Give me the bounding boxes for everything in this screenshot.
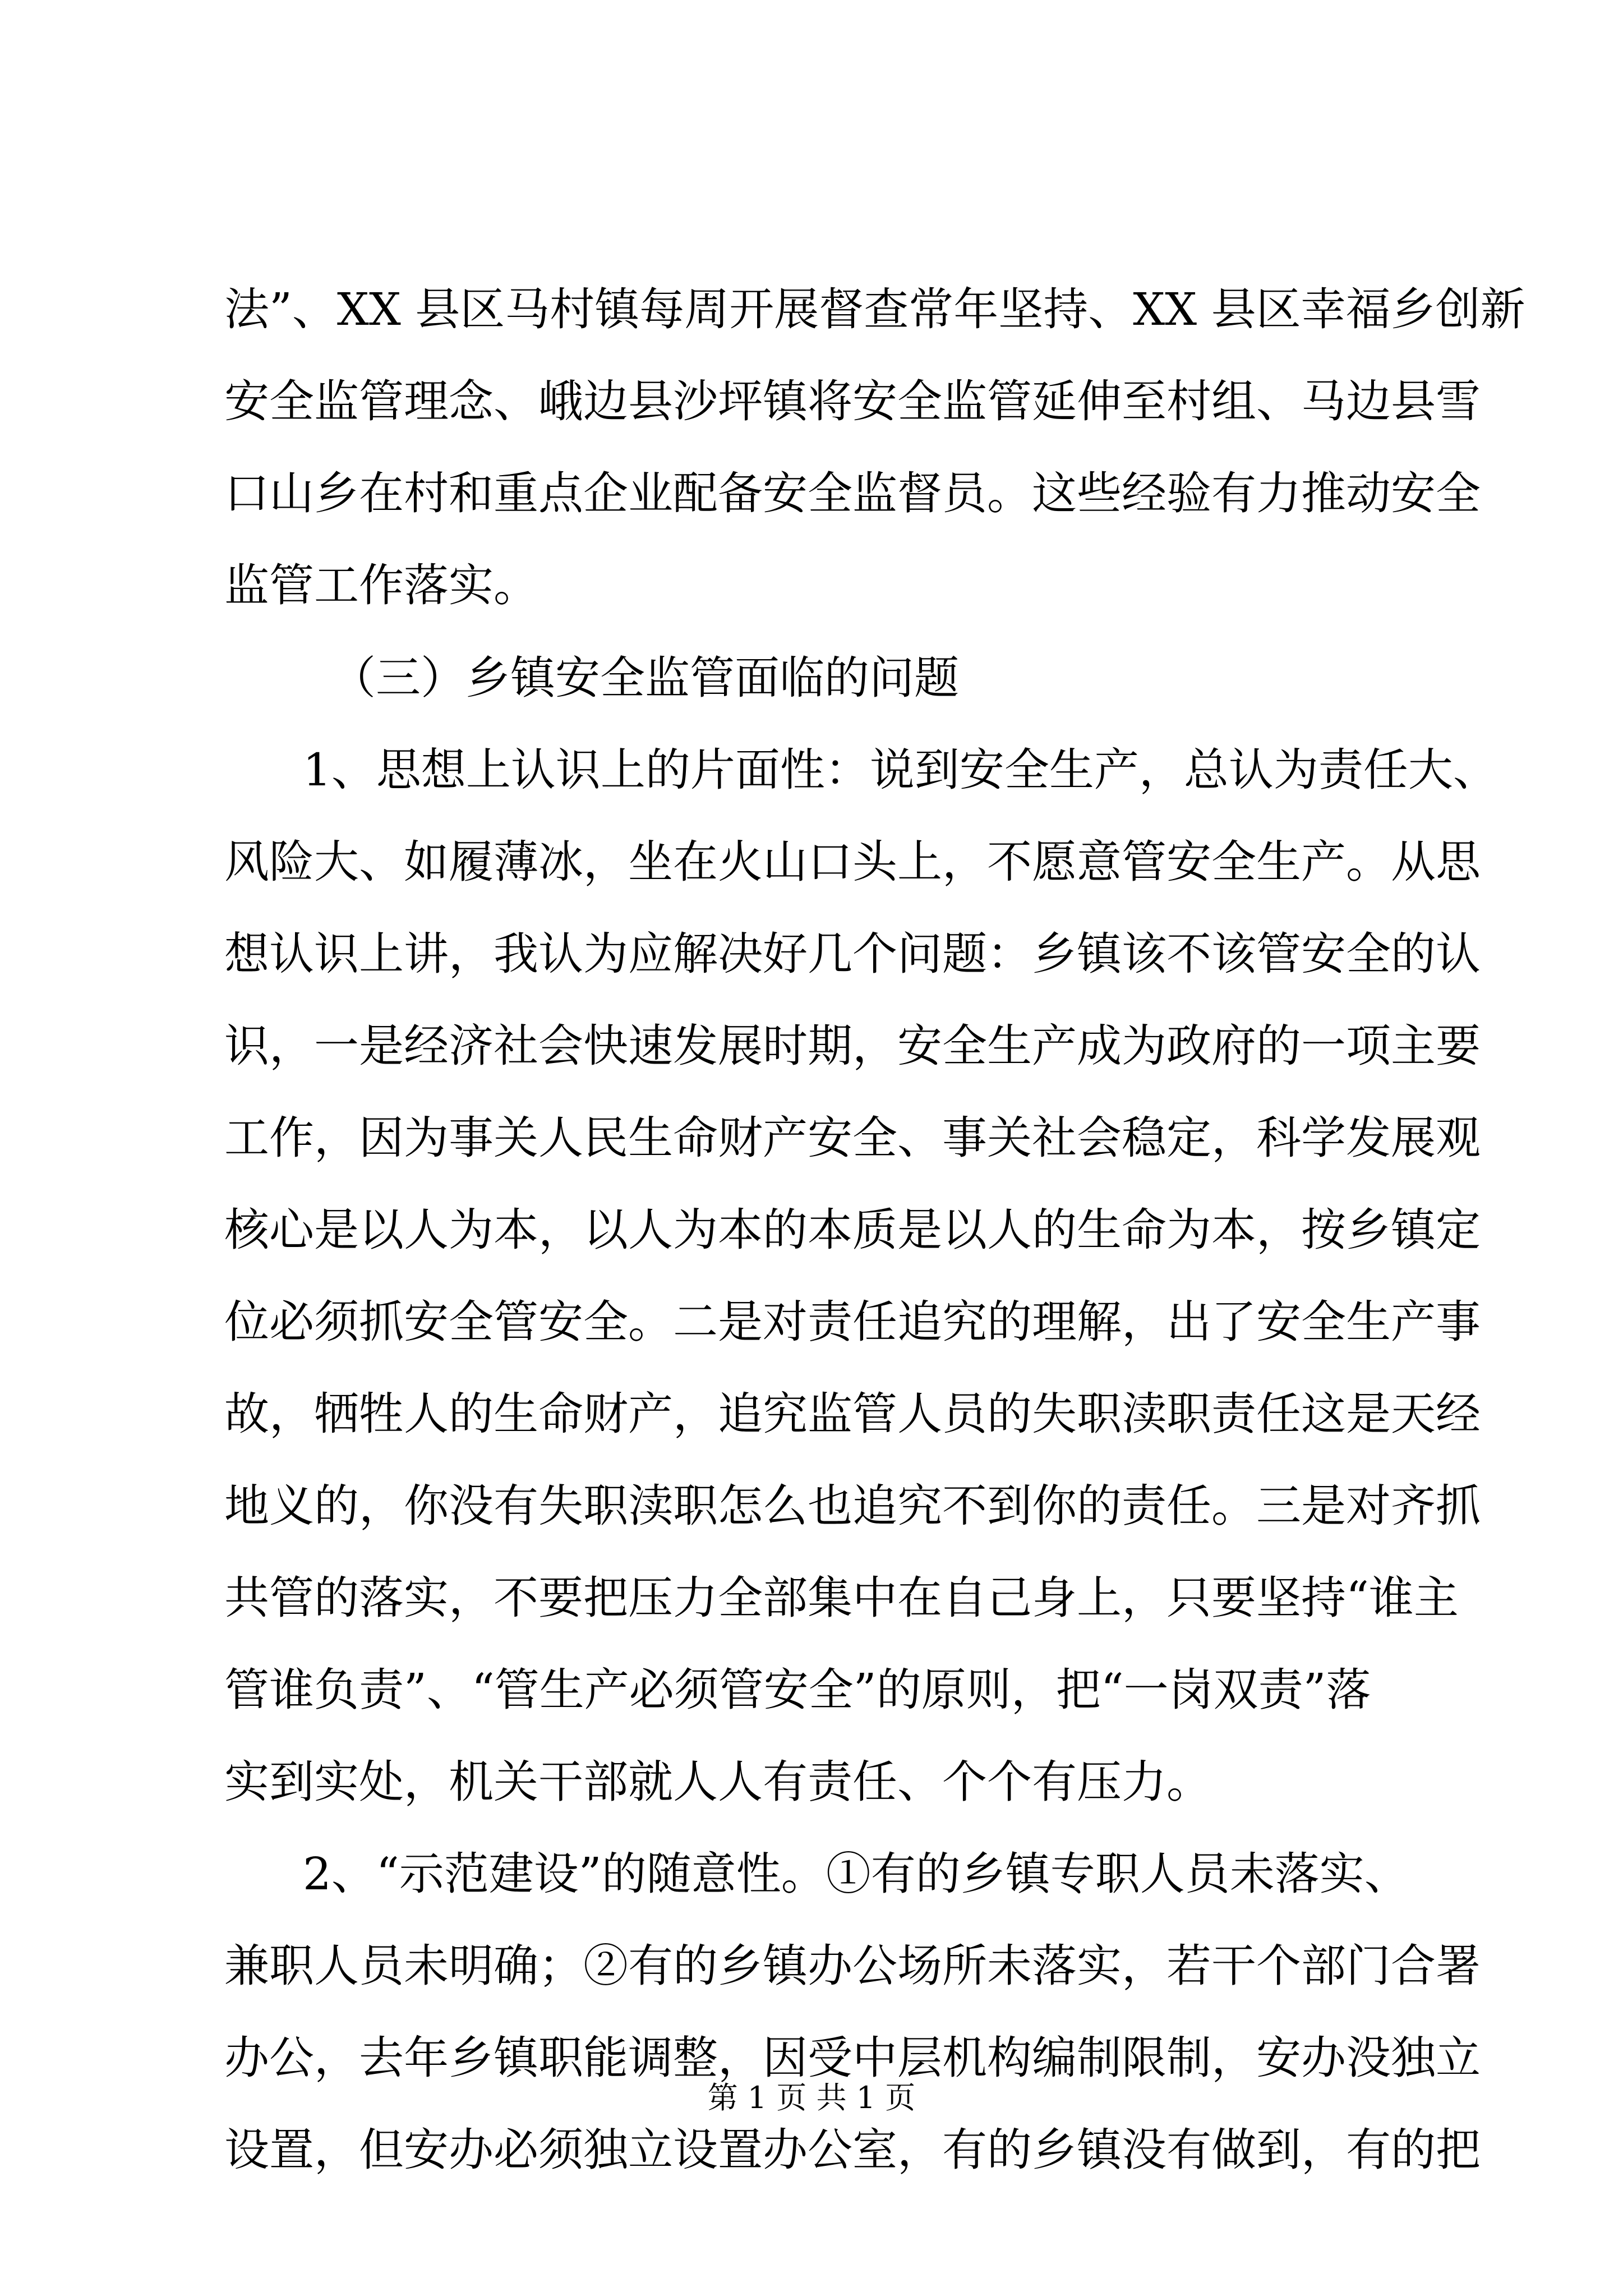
paragraph-line: 风险大、如履薄冰，坐在火山口头上，不愿意管安全生产。从思 xyxy=(224,836,1481,888)
paragraph-line: 地义的，你没有失职渎职怎么也追究不到你的责任。三是对齐抓 xyxy=(224,1480,1481,1532)
paragraph-line: 位必须抓安全管安全。二是对责任追究的理解，出了安全生产事 xyxy=(224,1296,1481,1348)
paragraph-line: 识，一是经济社会快速发展时期，安全生产成为政府的一项主要 xyxy=(224,1020,1481,1072)
paragraph-line: 兼职人员未明确；②有的乡镇办公场所未落实，若干个部门合署 xyxy=(224,1940,1481,1992)
page-number: 第 1 页 共 1 页 xyxy=(707,2080,916,2115)
paragraph-line: 核心是以人为本，以人为本的本质是以人的生命为本，按乡镇定 xyxy=(224,1204,1481,1256)
paragraph-line: 法”、XX 县区马村镇每周开展督查常年坚持、XX 县区幸福乡创新 xyxy=(224,283,1525,335)
paragraph-line: 管谁负责”、“管生产必须管安全”的原则，把“一岗双责”落 xyxy=(224,1664,1371,1716)
paragraph-line: 共管的落实，不要把压力全部集中在自己身上，只要坚持“谁主 xyxy=(224,1572,1459,1624)
paragraph-line: 口山乡在村和重点企业配备安全监督员。这些经验有力推动安全 xyxy=(224,467,1481,519)
paragraph-line: 工作，因为事关人民生命财产安全、事关社会稳定，科学发展观 xyxy=(224,1112,1481,1164)
paragraph-line: 办公，去年乡镇职能调整，因受中层机构编制限制，安办没独立 xyxy=(224,2032,1481,2084)
paragraph-line: 监管工作落实。 xyxy=(224,559,538,611)
paragraph-line: 设置，但安办必须独立设置办公室，有的乡镇没有做到，有的把 xyxy=(224,2124,1481,2176)
paragraph-line: 2、“示范建设”的随意性。①有的乡镇专职人员未落实、 xyxy=(303,1848,1409,1900)
paragraph-line: 想认识上讲，我认为应解决好几个问题：乡镇该不该管安全的认 xyxy=(224,928,1481,980)
paragraph-line: 安全监管理念、峨边县沙坪镇将安全监管延伸至村组、马边县雪 xyxy=(224,375,1481,427)
paragraph-line: 1、思想上认识上的片面性：说到安全生产，总认为责任大、 xyxy=(303,744,1498,796)
paragraph-line: 故，牺牲人的生命财产，追究监管人员的失职渎职责任这是天经 xyxy=(224,1388,1481,1440)
page-footer xyxy=(0,2078,1623,2118)
section-heading: （三）乡镇安全监管面临的问题 xyxy=(331,652,959,704)
paragraph-line: 实到实处，机关干部就人人有责任、个个有压力。 xyxy=(224,1756,1211,1808)
